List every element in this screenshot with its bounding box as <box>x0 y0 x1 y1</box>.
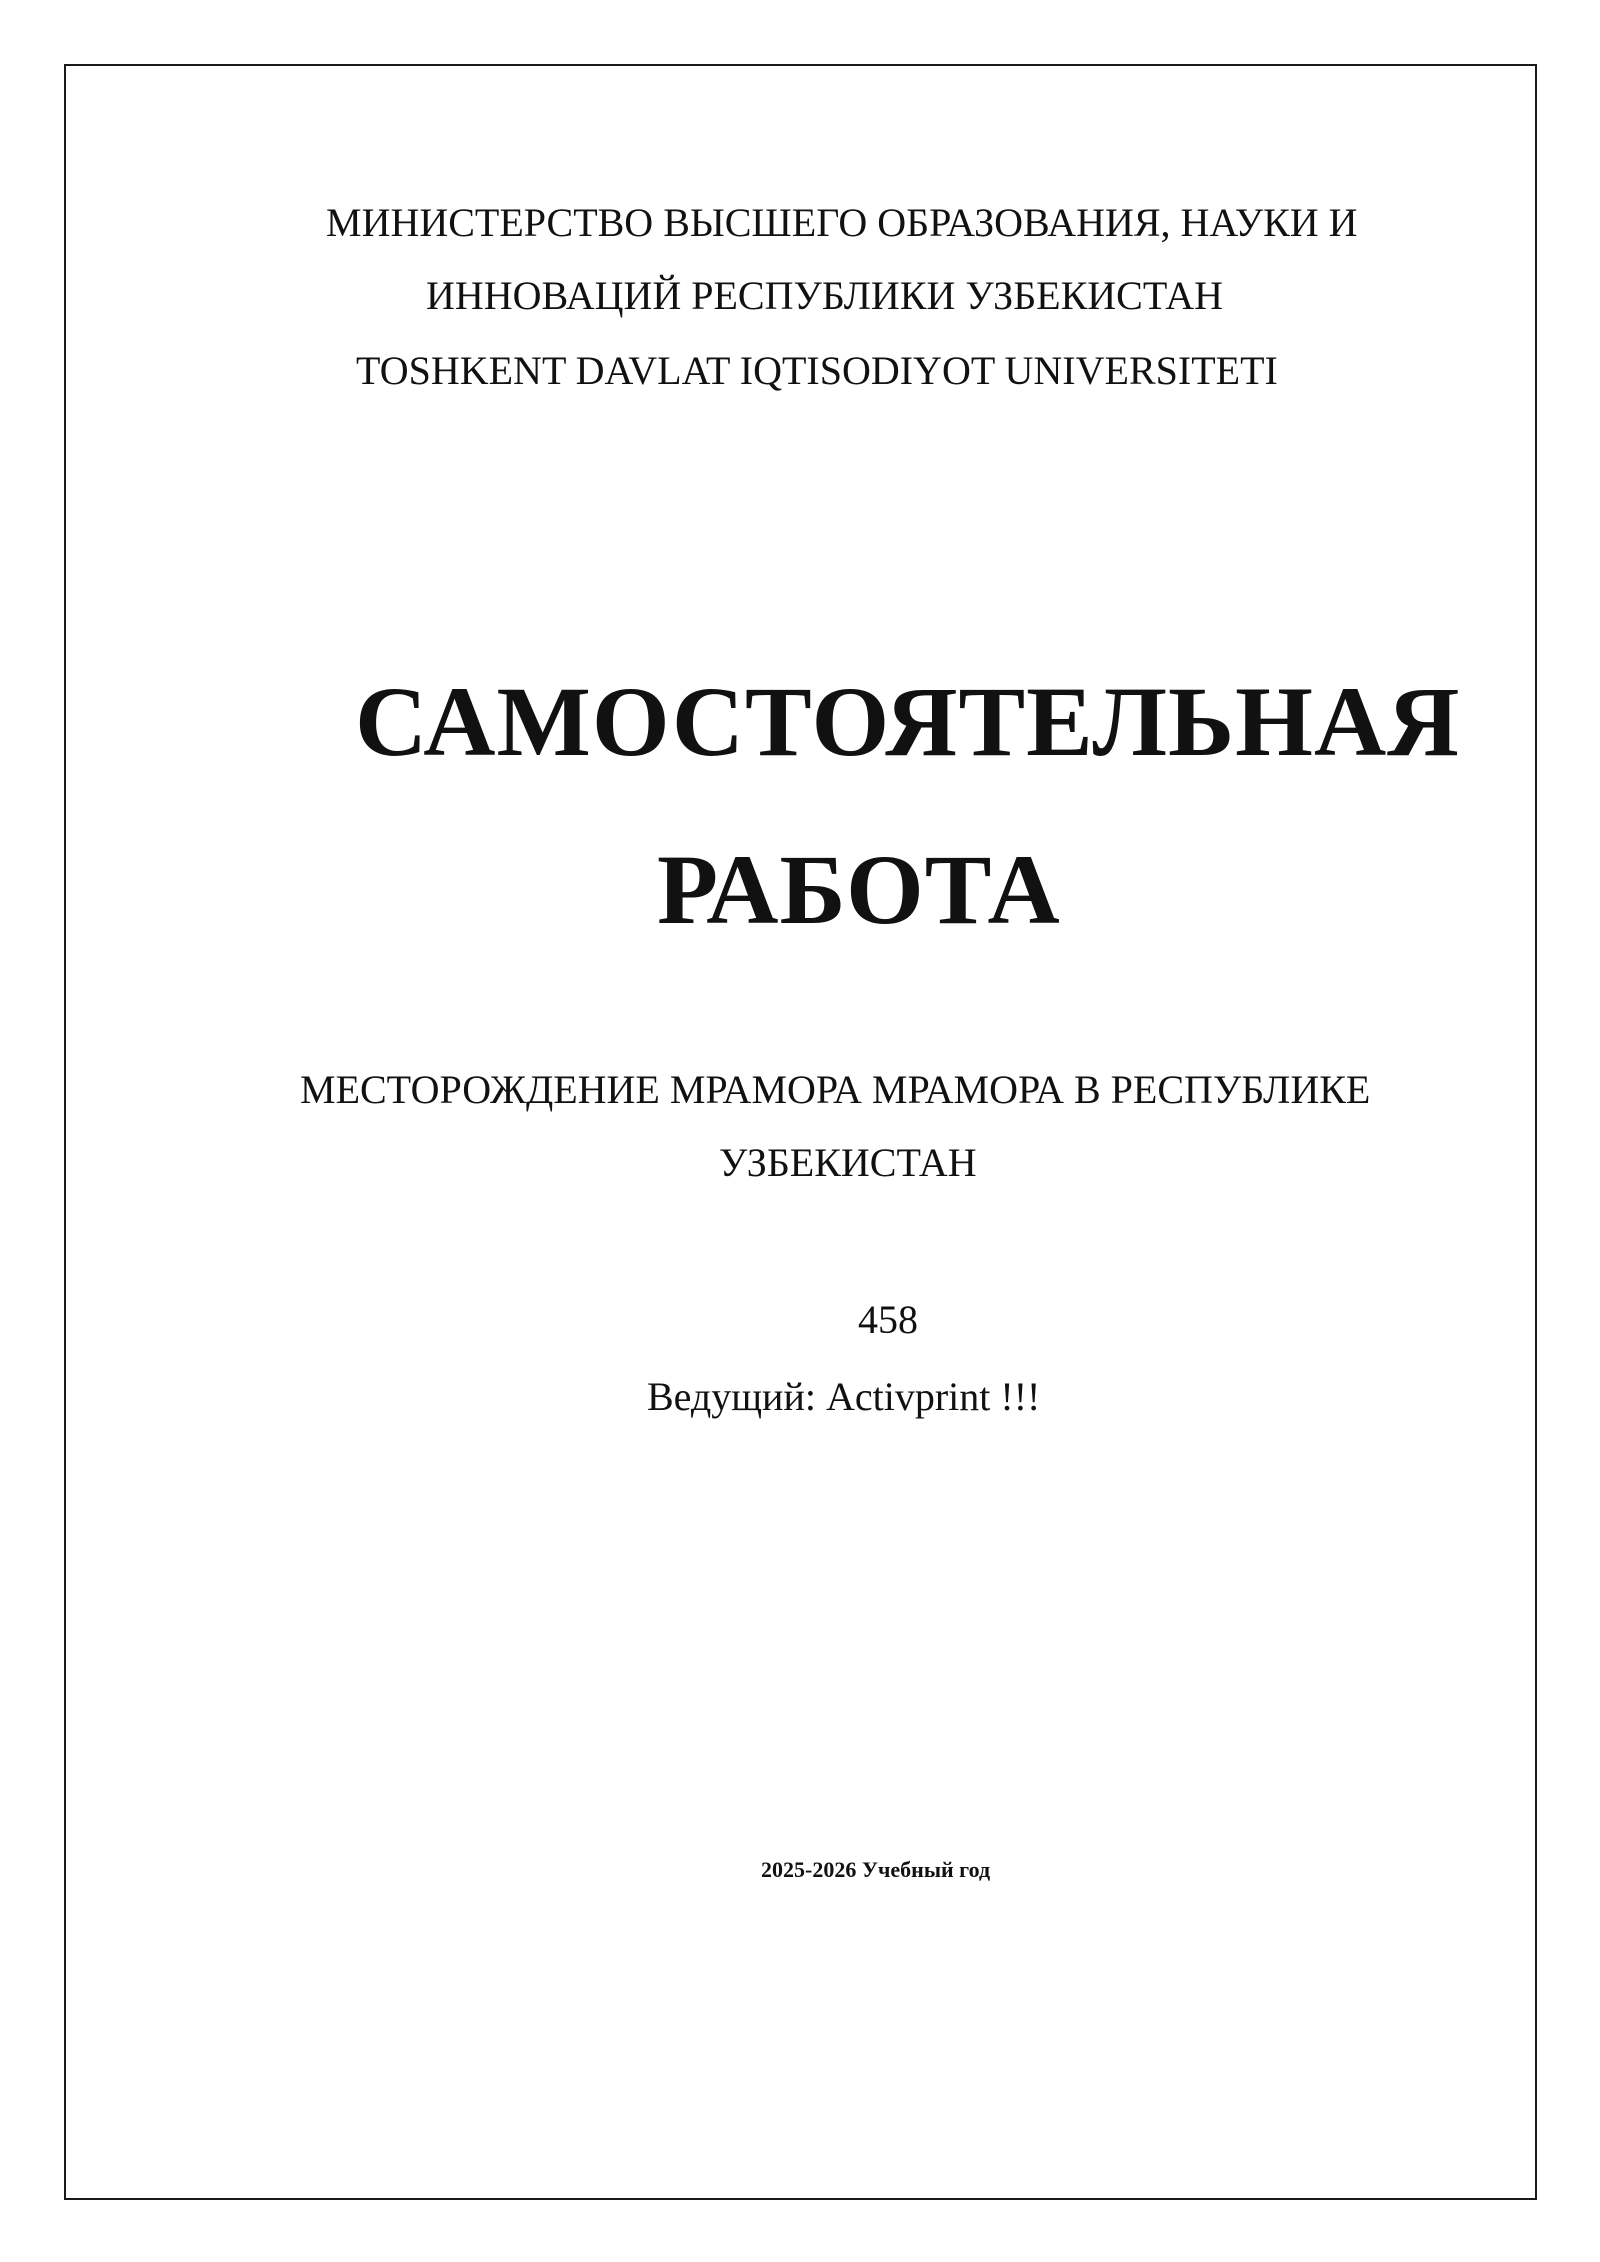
document-title-line-2: РАБОТА <box>657 834 1061 945</box>
document-title-line-1: САМОСТОЯТЕЛЬНАЯ <box>355 666 1461 777</box>
subject-line-1: МЕСТОРОЖДЕНИЕ МРАМОРА МРАМОРА В РЕСПУБЛИКЕ <box>300 1067 1371 1112</box>
subject-line-2: УЗБЕКИСТАН <box>719 1140 977 1185</box>
supervisor-line: Ведущий: Activprint !!! <box>647 1374 1041 1419</box>
ministry-line-1: МИНИСТЕРСТВО ВЫСШЕГО ОБРАЗОВАНИЯ, НАУКИ И <box>326 200 1358 245</box>
academic-year: 2025-2026 Учебный год <box>761 1857 991 1882</box>
university-name: TOSHKENT DAVLAT IQTISODIYOT UNIVERSITETI <box>356 348 1278 393</box>
group-number: 458 <box>858 1297 918 1342</box>
ministry-line-2: ИННОВАЦИЙ РЕСПУБЛИКИ УЗБЕКИСТАН <box>426 273 1224 318</box>
